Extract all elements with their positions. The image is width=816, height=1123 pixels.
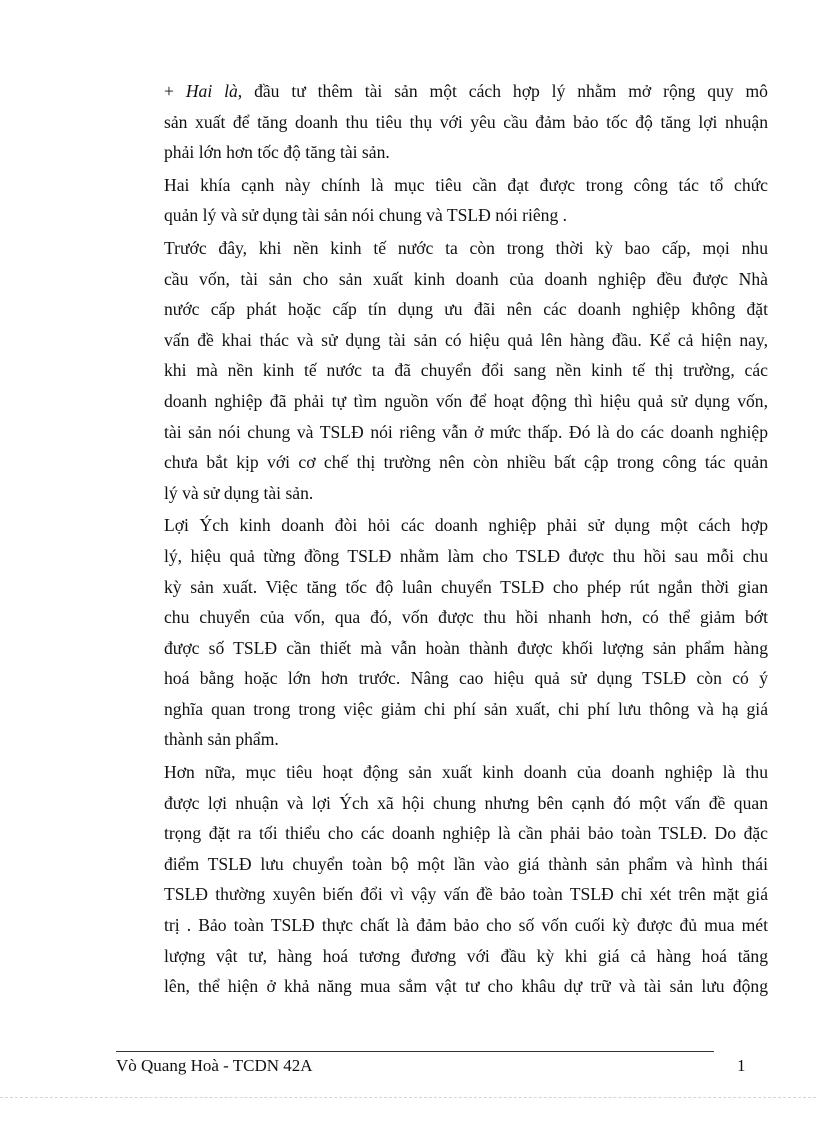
- page-bottom-edge: [0, 1097, 816, 1098]
- text-line: lý và sử dụng tài sản.: [164, 482, 314, 503]
- text-line: chu chuyển của vốn, qua đó, vốn được thu hồi nhanh hơn, có thể giảm bớt: [164, 607, 768, 628]
- text-line: hoá bằng hoặc lớn hơn trước. Nâng cao hiệu quả sử dụng TSLĐ còn có ý: [164, 668, 768, 689]
- text-line: Trước đây, khi nền kinh tế nước ta còn trong thời kỳ bao cấp, mọi nhu: [164, 237, 768, 258]
- text-line: Hai khía cạnh này chính là mục tiêu cần đạt được trong công tác tổ chức: [164, 174, 768, 195]
- text-line: TSLĐ thường xuyên biến đổi vì vậy vấn đề bảo toàn TSLĐ chỉ xét trên mặt giá: [164, 884, 768, 905]
- footer-author: Vò Quang Hoà - TCDN 42A: [116, 1056, 313, 1075]
- bullet-prefix: +: [164, 81, 186, 101]
- paragraph-3: [116, 233, 768, 508]
- text-line: doanh nghiệp đã phải tự tìm nguồn vốn để hoạt động thì hiệu quả sử dụng vốn,: [164, 390, 768, 411]
- text-line: cầu vốn, tài sản cho sản xuất kinh doanh của doanh nghiệp đều được Nhà: [164, 268, 768, 289]
- line-text: , đầu tư thêm tài sản một cách hợp lý nhằm mở rộng quy mô: [237, 81, 768, 101]
- text-line: kỳ sản xuất. Việc tăng tốc độ luân chuyển TSLĐ cho phép rút ngắn thời gian: [164, 576, 768, 597]
- italic-phrase: Hai là: [185, 81, 238, 101]
- document-body: [116, 76, 768, 1002]
- text-line: lên, thể hiện ở khả năng mua sắm vật tư cho khâu dự trữ và tài sản lưu động: [164, 976, 768, 997]
- text-line: trọng đặt ra tối thiểu cho các doanh nghiệp là cần phải bảo toàn TSLĐ. Do đặc: [164, 823, 768, 844]
- text-line: điểm TSLĐ lưu chuyển toàn bộ một lần vào giá thành sản phẩm và hình thái: [164, 853, 768, 874]
- text-line: Hơn nữa, mục tiêu hoạt động sản xuất kinh doanh của doanh nghiệp là thu: [164, 762, 768, 783]
- text-line: khi mà nền kinh tế nước ta đã chuyển đổi sang nền kinh tế thị trường, các: [164, 360, 768, 381]
- text-line: được lợi nhuận và lợi Ých xã hội chung nhưng bên cạnh đó một vấn đề quan: [164, 792, 768, 813]
- page-number: 1: [737, 1056, 746, 1075]
- text-line: nghĩa quan trong trong việc giảm chi phí sản xuất, chi phí lưu thông và hạ giá: [164, 698, 768, 719]
- text-line: quản lý và sử dụng tài sản nói chung và TSLĐ nói riêng .: [164, 205, 568, 226]
- text-line: thành sản phẩm.: [164, 729, 279, 750]
- text-line: Lợi Ých kinh doanh đòi hỏi các doanh nghiệp phải sử dụng một cách hợp: [164, 515, 768, 536]
- text-line: chưa bắt kịp với cơ chế thị trường nên còn nhiều bất cập trong công tác quản: [164, 452, 768, 473]
- paragraph-2: [116, 170, 768, 231]
- text-line: lượng vật tư, hàng hoá tương đương với đầu kỳ khi giá cả hàng hoá tăng: [164, 945, 768, 966]
- text-line: được số TSLĐ cần thiết mà vẫn hoàn thành được khối lượng sản phẩm hàng: [164, 637, 768, 658]
- paragraph-4: [116, 510, 768, 755]
- text-line: lý, hiệu quả từng đồng TSLĐ nhằm làm cho TSLĐ được thu hồi sau mỗi chu: [164, 545, 768, 566]
- text-line: tài sản nói chung và TSLĐ nói riêng vẫn ở mức thấp. Đó là do các doanh nghiệp: [164, 421, 768, 442]
- paragraph-1: [116, 76, 768, 168]
- paragraph-5: [116, 757, 768, 1002]
- text-line: nước cấp phát hoặc cấp tín dụng ưu đãi nên các doanh nghiệp không đặt: [164, 299, 768, 320]
- footer-divider: [116, 1051, 714, 1052]
- text-line: trị . Bảo toàn TSLĐ thực chất là đảm bảo cho số vốn cuối kỳ được đủ mua mét: [164, 915, 768, 936]
- text-line: phải lớn hơn tốc độ tăng tài sản.: [164, 142, 390, 163]
- text-line: vấn đề khai thác và sử dụng tài sản có hiệu quả lên hàng đầu. Kể cả hiện nay,: [164, 329, 768, 350]
- text-line: [116, 76, 768, 107]
- text-line: sản xuất để tăng doanh thu tiêu thụ với yêu cầu đảm bảo tốc độ tăng lợi nhuận: [164, 111, 768, 132]
